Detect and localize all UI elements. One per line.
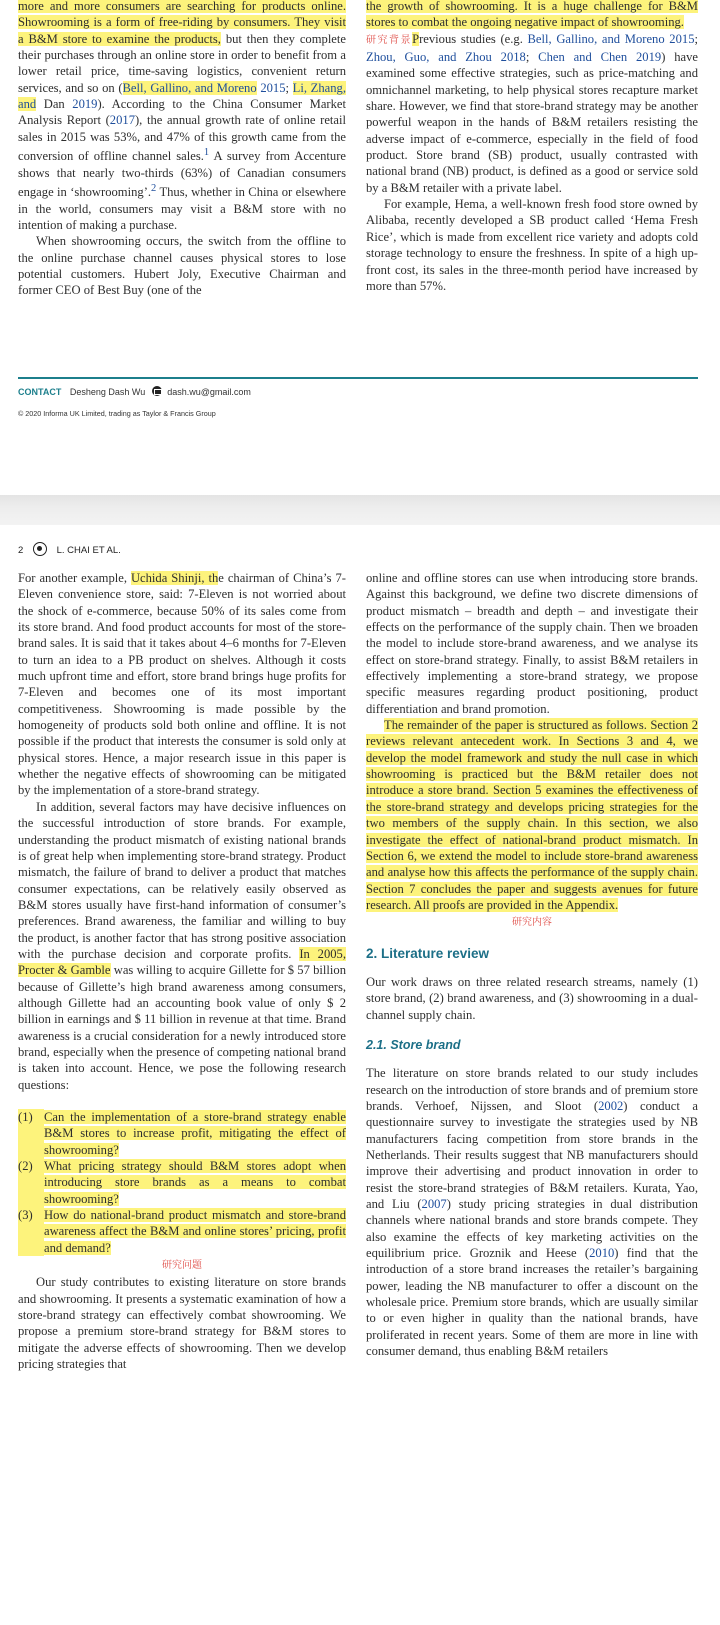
subsection-heading-store-brand: 2.1. Store brand <box>366 1037 461 1052</box>
page-1 <box>0 0 720 495</box>
publisher-logo-icon <box>33 542 47 556</box>
research-question-3 <box>18 1207 346 1256</box>
citation-year-link[interactable]: 2007 <box>421 1197 447 1212</box>
citation-year-link[interactable]: 2018 <box>500 50 526 65</box>
citation-year-link[interactable]: 2017 <box>109 113 135 128</box>
section-2-1-paragraph: The literature on store brands related to our study includes research on the introduction of store brands and of premium store brands. Verhoef, Nijssen, and Sloot (2002) conduct a questionnaire survey to investigate the strategies used by NB manufacturers facing competition from store brands in the Netherlands. Their results suggest that NB manufacturers should improve their advertising and product innovation in order to resist the store-brand strategies of B&M retailers. Kurata, Yao, and Liu (2007) study pricing strategies in dual distribution channels where national brands and store brands compete. They also examine the effects of key marketing activities on the equilibrium price. Groznik and Heese (2010) find that the introduction of a store brand increases the retailer’s bargaining power, leading the NB manufacturer to offer a discount on the wholesale price. Premium store brands, which are usually similar to or even higher in quality than the national brands, have proliferated in recent years. Some of them are more in line with consumer demand, thus enabling B&M retailers <box>366 1066 698 1359</box>
page2-left-paragraph-3: Our study contributes to existing literature on store brands and showrooming. It presents a systematic examination of how a store-brand strategy can effectively combat showrooming. We propose a premium store-brand strategy for B&M stores to mitigate the adverse effects of showrooming. Then we develop pricing strategies that <box>18 1275 346 1372</box>
annotation-research-background: 研究背景 <box>366 34 413 46</box>
page2-left-column <box>18 570 346 1373</box>
section-heading-literature-review: 2. Literature review <box>366 945 490 961</box>
research-question-text: Can the implementation of a store-brand strategy enable B&M stores to increase profit, mitigating the effect of showrooming? <box>44 1110 346 1157</box>
highlighted-text: Uchida Shinji, th <box>130 571 219 585</box>
research-question-text: What pricing strategy should B&M stores adopt when introducing store brands as a means to combat showrooming? <box>44 1159 346 1206</box>
highlighted-text: the growth of showrooming. It is a huge challenge for B&M stores to combat the ongoing negative impact of showrooming. <box>366 0 698 30</box>
page1-left-column <box>18 0 346 299</box>
page1-right-paragraph-3: For example, Hema, a well-known fresh food store owned by Alibaba, recently developed a SB product called ‘Hema Fresh Rice’, which is made from excellent rice variety and adopts cold storage technology to ensure the freshness. In spite of a high up-front cost, its sales in the three-month period have increased by more than 57%. <box>366 197 698 293</box>
email-icon <box>152 386 162 396</box>
highlighted-text: more and more consumers are searching for products online. Showrooming is a form of free-riding by consumers. They visit a B&M store to examine the products, <box>18 0 346 46</box>
contact-name: Desheng Dash Wu <box>69 387 146 397</box>
citation-year-link[interactable]: 2002 <box>598 1098 624 1113</box>
annotation-research-questions: 研究问题 <box>162 1260 202 1272</box>
research-question-number: (1) <box>18 1109 44 1158</box>
page2-right-column <box>366 570 698 1359</box>
running-head-authors: L. CHAI ET AL. <box>56 545 121 556</box>
contact-label: CONTACT <box>18 387 62 397</box>
page1-right-paragraph-2: 研究背景Previous studies (e.g. Bell, Gallino, and Moreno 2015; Zhou, Guo, and Zhou 2018; Chen and Chen 2019) have examined some effective strategies, such as price-matching and omnichannel marketing, to help physical stores recapture market share. However, we find that store-brand strategy may be another powerful weapon in the hands of B&M retailers resisting the adverse impact of e-commerce, especially in the field of food product. Store brand (SB) product, usually contrasted with national brand (NB) product, is defined as a good or service sold by a B&M retailer with a private label. <box>366 31 698 195</box>
page2-right-paragraph-1: online and offline stores can use when introducing store brands. Against this background, we define two discrete dimensions of product mismatch – breadth and depth – and investigate their effects on the performance of the supply chain. Then we broaden the model to include store-brand awareness, and we analyse its effect on store-brand strategy. Finally, to assist B&M retailers in effectively implementing a store-brand strategy, we propose specific measures regarding product positioning, product differentiation and brand promotion. <box>366 571 698 716</box>
footnote-1-link[interactable]: 1 <box>203 147 210 159</box>
running-head <box>18 542 121 556</box>
section-2-paragraph: Our work draws on three related research streams, namely (1) store brand, (2) brand awareness, and (3) showrooming in a dual-channel supply chain. <box>366 974 698 1022</box>
citation-link[interactable]: Chen and Chen 2019 <box>538 50 662 65</box>
citation-year-link[interactable]: 2019 <box>72 97 98 112</box>
research-question-number: (3) <box>18 1207 44 1256</box>
highlighted-text: The remainder of the paper is structured as follows. Section 2 reviews relevant antecedent work. In Sections 3 and 4, we develop the model framework and study the null case in which showrooming is practiced but the B&M retailer does not introduce a store brand. Section 5 examines the effectiveness of the store-brand strategy and develops pricing strategies for the two members of the supply chain. In this section, we also investigate the effect of national-brand product mismatch. In Section 6, we extend the model to include store-brand awareness and analyse how this affects the performance of the supply chain. Section 7 concludes the paper and suggests avenues for future research. All proofs are provided in the Appendix. <box>366 718 698 912</box>
research-question-2 <box>18 1158 346 1207</box>
page1-left-paragraph-2: When showrooming occurs, the switch from the offline to the online purchase channel causes physical stores to lose potential customers. Hubert Joly, Executive Chairman and former CEO of Best Buy (one of the <box>18 234 346 298</box>
citation-link[interactable]: Zhou, Guo, and Zhou <box>366 50 492 65</box>
citation-year-link[interactable]: 2015 <box>260 80 286 95</box>
highlighted-text: In 2005, Procter & Gamble <box>18 946 347 978</box>
contact-divider <box>18 377 698 379</box>
citation-link[interactable]: Bell, Gallino, and Moreno <box>122 80 257 95</box>
page1-right-paragraph-1 <box>366 0 698 31</box>
page2-left-paragraph-1: For another example, Uchida Shinji, the chairman of China’s 7-Eleven convenience store, said: 7-Eleven is not worried about the shock of e-commerce, because 50% of its sales come from its store brand. And food product accounts for most of the store-brand sales. It is said that it takes about 4–6 months for 7-Eleven to turn an idea to a PB product on shelves. Although it costs much upfront time and effort, store brand brings huge profits for 7-Eleven and becomes one of its most important competitiveness. Showrooming is made possible by the homogeneity of products sold both online and offline. It is not possible if the product that interests the consumer is sold only at physical stores. Hence, a major research issue in this paper is whether the negative effects of showrooming can be mitigated by the implementation of a store-brand strategy. <box>18 571 346 798</box>
research-question-text: How do national-brand product mismatch and store-brand awareness affect the B&M and online stores’ pricing, profit and demand? <box>44 1208 346 1255</box>
page-number: 2 <box>18 545 24 556</box>
page2-right-paragraph-2 <box>366 717 698 913</box>
page-gap <box>0 495 720 525</box>
research-question-1 <box>18 1109 346 1158</box>
annotation-research-content: 研究内容 <box>512 917 552 929</box>
page1-right-column <box>366 0 698 294</box>
citation-link[interactable]: Li, Zhang, and <box>18 80 346 112</box>
citation-year-link[interactable]: 2010 <box>589 1246 615 1261</box>
citation-link[interactable]: Bell, Gallino, and Moreno 2015 <box>527 31 695 46</box>
page1-left-paragraph-1: more and more consumers are searching for products online. Showrooming is a form of free-riding by consumers. They visit a B&M store to examine the products, but then they complete their purchases through an online store in order to benefit from a lower retail price, time-saving logistics, convenient return services, and so on (Bell, Gallino, and Moreno 2015; Li, Zhang, and Dan 2019). According to the China Consumer Market Analysis Report (2017), the annual growth rate of online retail sales in 2015 was 53%, and 47% of this growth came from the conversion of offline channel sales.$^1$ A survey from Accenture shows that nearly two-thirds (63%) of Canadian consumers engage in ‘showrooming’.$^2$ Thus, whether in China or elsewhere in the world, consumers may visit a B&M store with no intention of making a purchase. <box>18 0 346 232</box>
research-question-number: (2) <box>18 1158 44 1207</box>
footnote-2-link[interactable]: 2 <box>151 182 157 194</box>
page2-left-paragraph-2: In addition, several factors may have decisive influences on the successful introduction of store brands. For example, understanding the product mismatch of existing national brands is of great help when implementing store-brand strategy. Product mismatch, the failure of brand to deliver a product that matches consumer expectations, can be relatively easily observed as B&M stores usually have first-hand information of consumer’s preferences. Brand awareness, the familiar and willing to buy the product, is another factor that has strong positive association with the purchase decision and corporate profits. In 2005, Procter & Gamble was willing to acquire Gillette for $ 57 billion because of Gillette’s high brand awareness among consumers, although Gillette had an accounting book value of only $ 2 billion in earnings and $ 11 billion in revenue at that time. Brand awareness is a crucial consideration for a newly introduced store brand, especially when the presence of competing national brand is taken into account. Hence, we pose the following research questions: <box>18 799 347 1092</box>
contact-email-link[interactable]: dash.wu@gmail.com <box>167 387 251 397</box>
copyright-notice: © 2020 Informa UK Limited, trading as Taylor & Francis Group <box>18 409 216 418</box>
contact-line <box>18 386 251 397</box>
